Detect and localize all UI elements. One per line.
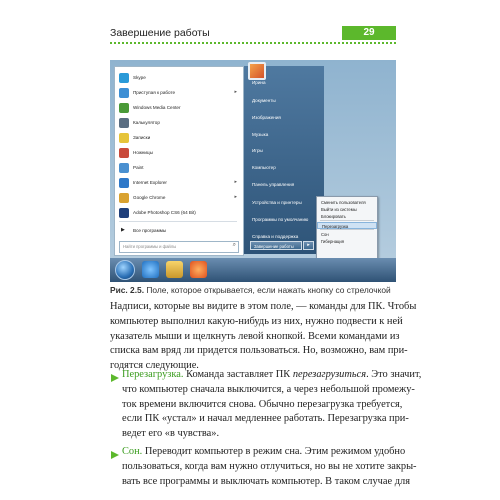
green-arrow-bullet-icon <box>110 450 120 460</box>
program-item[interactable] <box>115 131 241 146</box>
start-menu-screenshot <box>110 60 396 282</box>
shutdown-submenu <box>316 196 378 260</box>
text-line: пользоваться, когда вам нужно отлучиться, но вы не хотите закры- <box>122 460 417 472</box>
restart-term: Перезагрузка. <box>122 369 184 380</box>
paint-icon <box>119 163 129 173</box>
start-orb-icon[interactable] <box>115 260 135 280</box>
emphasis: перезагрузиться <box>292 369 367 380</box>
green-arrow-bullet-icon <box>110 373 120 383</box>
chapter-title: Завершение работы <box>110 27 210 39</box>
program-label: Записки <box>133 135 151 140</box>
places-item[interactable]: Программы по умолчанию <box>252 217 309 222</box>
chevron-right-icon: ▸ <box>234 179 237 185</box>
user-avatar <box>248 62 266 80</box>
text-fragment: Переводит компьютер в режим сна. Этим режимом удобно <box>142 446 406 457</box>
all-programs-item[interactable] <box>115 225 241 237</box>
triangle-right-icon: ▶ <box>121 227 125 233</box>
places-item[interactable]: Устройства и принтеры <box>252 200 302 205</box>
chevron-right-icon: ▸ <box>234 89 237 95</box>
text-line: ведет его «в чувства». <box>122 428 220 440</box>
text-line: ток времени включится снова. Обычно перезагрузка требуется, <box>122 398 403 410</box>
menu-separator <box>119 221 237 222</box>
places-pane <box>244 66 324 254</box>
program-item[interactable] <box>115 206 241 221</box>
internet-explorer-icon[interactable] <box>142 261 159 278</box>
program-label: Paint <box>133 165 144 170</box>
places-item[interactable]: Компьютер <box>252 165 276 170</box>
program-item[interactable] <box>115 161 241 176</box>
program-label: Приступая к работе <box>133 90 176 95</box>
text-line: компьютер выполнил какую-нибудь из них, нужно подвести к ней <box>110 315 403 327</box>
text-line <box>122 445 406 460</box>
restart-paragraph <box>122 368 422 442</box>
shutdown-options-button[interactable]: ▸ <box>303 241 314 250</box>
chevron-right-icon: ▸ <box>234 194 237 200</box>
all-programs-label: Все программы <box>133 228 167 233</box>
sticky-notes-icon <box>119 133 129 143</box>
text-line: годятся следующие. <box>110 360 199 372</box>
search-icon: ⌕ <box>232 242 236 248</box>
search-placeholder: Найти программы и файлы <box>123 244 177 249</box>
program-item[interactable] <box>115 101 241 116</box>
submenu-separator <box>320 229 374 230</box>
shutdown-button[interactable]: Завершение работы <box>250 241 302 250</box>
program-label: Google Chrome <box>133 195 166 200</box>
program-label: Skype <box>133 75 146 80</box>
running-header <box>110 26 396 44</box>
program-label: Adobe Photoshop CS6 (64 Bit) <box>133 210 196 215</box>
places-item[interactable]: Музыка <box>252 132 269 137</box>
text-fragment: . Это значит, <box>366 369 422 380</box>
header-dotted-rule <box>110 42 396 44</box>
program-label: Ножницы <box>133 150 153 155</box>
media-center-icon <box>119 103 129 113</box>
media-player-icon[interactable] <box>190 261 207 278</box>
submenu-item[interactable]: Гибернация <box>321 239 345 244</box>
photoshop-icon <box>119 208 129 218</box>
submenu-item[interactable]: Блокировать <box>321 214 346 219</box>
submenu-separator <box>320 220 374 221</box>
program-label: Калькулятор <box>133 120 160 125</box>
sleep-paragraph <box>122 445 417 489</box>
caption-text: Поле, которое открывается, если нажать кнопку со стрелочкой <box>144 285 391 295</box>
program-item[interactable] <box>115 71 241 86</box>
page-number: 29 <box>342 26 396 40</box>
text-line: Надписи, которые вы видите в этом поле, — команды для ПК. Чтобы <box>110 301 417 312</box>
intro-paragraph <box>110 300 417 374</box>
internet-explorer-icon <box>119 178 129 188</box>
search-input[interactable] <box>119 241 239 253</box>
places-item[interactable]: Панель управления <box>252 182 295 187</box>
places-item[interactable]: Документы <box>252 98 276 103</box>
text-line: указатель мыши и щелкнуть левой кнопкой. Всеми командами из <box>110 330 400 342</box>
program-label: Windows Media Center <box>133 105 181 110</box>
caption-label: Рис. 2.5. <box>110 285 145 295</box>
program-item[interactable] <box>115 146 241 161</box>
figure-caption <box>110 285 410 295</box>
text-line: что компьютер сначала выключится, а через небольшой промежу- <box>122 383 415 395</box>
programs-pane <box>114 66 244 256</box>
submenu-item[interactable]: Перезагрузка <box>317 222 377 229</box>
chrome-icon <box>119 193 129 203</box>
program-label: Internet Explorer <box>133 180 167 185</box>
places-item[interactable]: Изображения <box>252 115 281 120</box>
text-line: если ПК «устал» и начал медленнее работать. Перезагрузка при- <box>122 413 409 425</box>
places-item[interactable]: Игры <box>252 148 263 153</box>
places-item[interactable]: Справка и поддержка <box>252 234 299 239</box>
program-item[interactable] <box>115 86 241 101</box>
program-item[interactable] <box>115 176 241 191</box>
submenu-item[interactable]: Сменить пользователя <box>321 200 366 205</box>
submenu-item[interactable]: Сон <box>321 232 329 237</box>
text-line <box>122 368 422 383</box>
skype-icon <box>119 73 129 83</box>
program-item[interactable] <box>115 116 241 131</box>
sleep-term: Сон. <box>122 446 143 457</box>
text-fragment: Команда заставляет ПК <box>183 369 293 380</box>
explorer-folder-icon[interactable] <box>166 261 183 278</box>
submenu-item[interactable]: Выйти из системы <box>321 207 357 212</box>
text-line: вать все программы и выключать компьютер. В таком случае для <box>122 475 410 487</box>
taskbar <box>110 258 396 282</box>
getting-started-icon <box>119 88 129 98</box>
snipping-tool-icon <box>119 148 129 158</box>
program-item[interactable] <box>115 191 241 206</box>
places-item[interactable]: Ирина <box>252 80 266 85</box>
text-line: списка вам вряд ли придется пользоваться. Но, возможно, вам при- <box>110 345 408 357</box>
calculator-icon <box>119 118 129 128</box>
